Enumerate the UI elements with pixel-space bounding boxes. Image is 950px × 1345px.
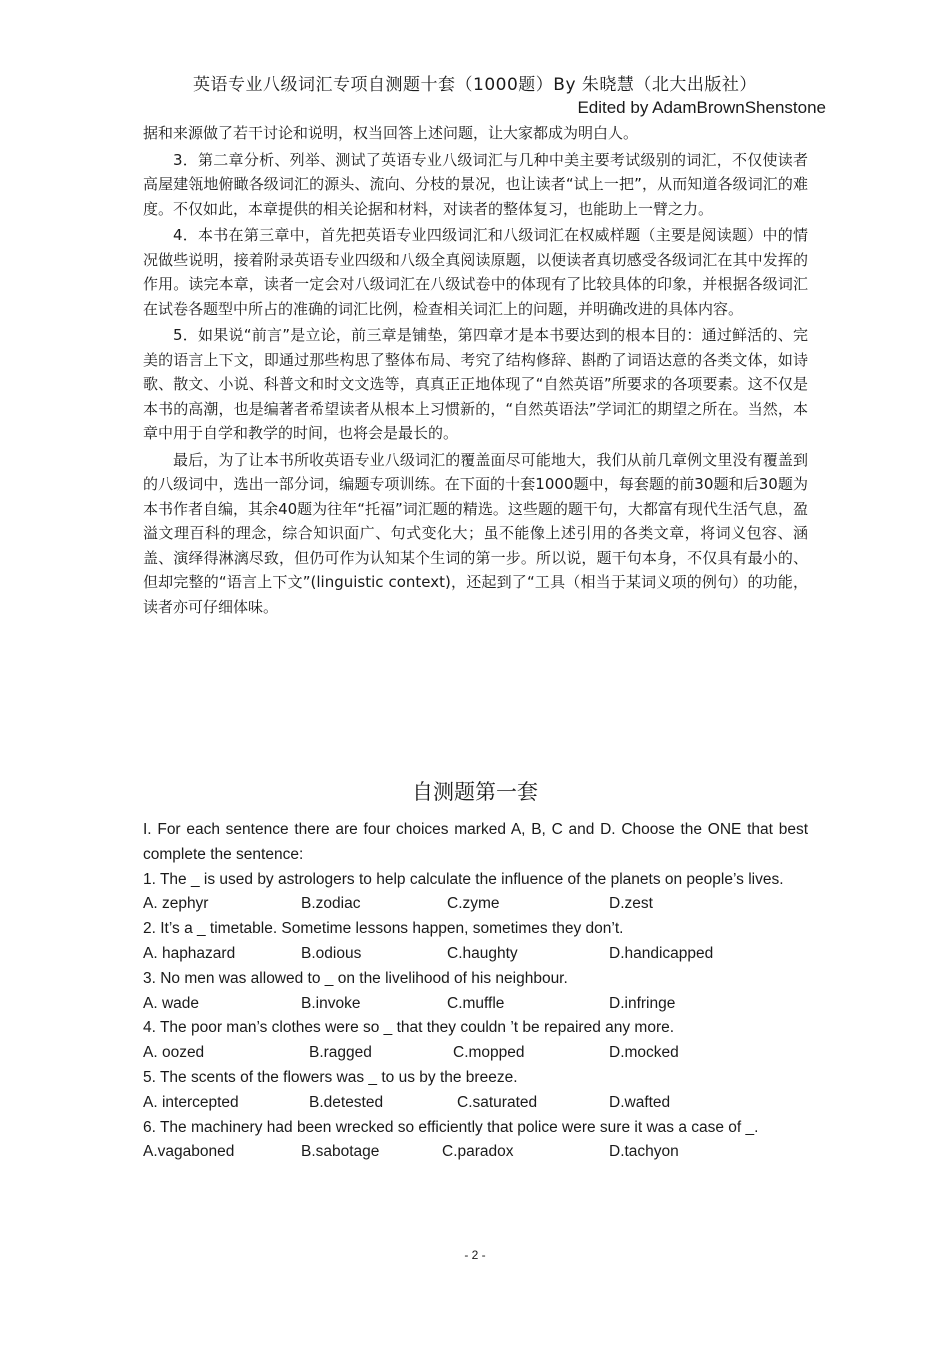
option-c: C.haughty [447,944,518,962]
intro-text [143,121,808,621]
option-a: A. intercepted [143,1093,239,1111]
question-stem: 5. The scents of the flowers was _ to us by the breeze. [143,1068,518,1086]
instructions: I. For each sentence there are four choices marked A, B, C and D. Choose the ONE that best complete the sentence: [143,821,808,863]
option-b: B.odious [301,944,362,962]
intro-paragraph: 3．第二章分析、列举、测试了英语专业八级词汇与几种中美主要考试级别的词汇，不仅使读者高屋建瓴地俯瞰各级词汇的源头、流向、分枝的景况，也让读者“试上一把”，从而知道各级词汇的难度。不仅如此，本章提供的相关论据和材料，对读者的整体复习，也能助上一臂之力。 [143,150,808,218]
question-options [143,942,808,967]
question-stem: 4. The poor man’s clothes were so _ that they couldn ’t be repaired any more. [143,1019,675,1037]
question-stem: 1. The _ is used by astrologers to help calculate the influence of the planets on people’s lives. [143,870,784,888]
option-d: D.wafted [609,1093,671,1111]
option-d: D.zest [609,895,653,913]
option-d: D.mocked [609,1044,679,1062]
section-title: 自测题第一套 [412,780,538,804]
question-options [143,1091,808,1116]
option-a: A. haphazard [143,944,236,962]
intro-paragraph: 5．如果说“前言”是立论，前三章是铺垫，第四章才是本书要达到的根本目的：通过鲜活的、完美的语言上下文，即通过那些构思了整体布局、考究了结构修辞、斟酌了词语达意的各类文体，如诗歌、散文、小说、科普文和时文文选等，真真正正地体现了“自然英语”所要求的各项要素。这不仅是本书的高潮，也是编著者希望读者从根本上习惯新的，“自然英语法”学词汇的期望之所在。当然，本章中用于自学和教学的时间，也将会是最长的。 [143,326,808,442]
intro-paragraph: 据和来源做了若干讨论和说明，权当回答上述问题，让大家都成为明白人。 [143,124,639,142]
option-c: C.saturated [457,1093,538,1111]
intro-paragraph: 最后，为了让本书所收英语专业八级词汇的覆盖面尽可能地大，我们从前几章例文里没有覆盖到的八级词中，选出一部分词，编题专项训练。在下面的十套1000题中，每套题的前30题和后30题为本书作者自编，其余40题为往年“托福”词汇题的精选。这些题的题干句，大都富有现代生活气息，盈溢文理百科的理念，综合知识面广、句式变化大；虽不能像上述引用的各类文章，将词义包容、涵盖、演绎得淋漓尽致，但仍可作为认知某个生词的第一步。所以说，题干句本身，不仅具有最小的、但却完整的“语言上下文”(linguistic context)，还起到了“工具（相当于某词义项的例句）的功能，读者亦可仔细体味。 [143,450,808,616]
option-a: A. oozed [143,1044,205,1062]
header-title: 英语专业八级词汇专项自测题十套（1000题）By 朱晓慧（北大出版社） [193,75,757,95]
question-stem: 2. It’s a _ timetable. Sometime lessons happen, sometimes they don’t. [143,920,624,938]
option-b: B.ragged [309,1044,372,1062]
question-options [143,1041,808,1066]
option-d: D.handicapped [609,944,714,962]
question-options [143,1140,808,1165]
option-b: B.zodiac [301,895,361,913]
option-a: A. zephyr [143,895,209,913]
question-options [143,992,808,1017]
question-stem: 3. No men was allowed to _ on the livelihood of his neighbour. [143,969,568,987]
question-stem: 6. The machinery had been wrecked so efficiently that police were sure it was a case of _. [143,1118,759,1136]
option-c: C.mopped [453,1044,525,1062]
option-a: A. wade [143,994,200,1012]
question-section [143,818,808,1165]
option-b: B.invoke [301,994,361,1012]
option-c: C.zyme [447,895,500,913]
option-d: D.infringe [609,994,676,1012]
header-editor: Edited by AdamBrownShenstone [577,98,826,117]
option-b: B.detested [309,1093,384,1111]
intro-paragraph: 4．本书在第三章中，首先把英语专业四级词汇和八级词汇在权威样题（主要是阅读题）中的情况做些说明，接着附录英语专业四级和八级全真阅读原题，以便读者真切感受各级词汇在其中发挥的作用。读完本章，读者一定会对八级词汇在八级试卷中的体现有了比较具体的印象，并根据各级词汇在试卷各题型中所占的准确的词汇比例，检查相关词汇上的问题，并明确改进的具体内容。 [143,226,808,318]
page-number: - 2 - [464,1248,486,1262]
option-c: C.paradox [442,1143,514,1161]
question-options [143,892,808,917]
option-b: B.sabotage [301,1143,380,1161]
option-d: D.tachyon [609,1143,679,1161]
option-a: A.vagaboned [143,1143,235,1161]
option-c: C.muffle [447,994,505,1012]
